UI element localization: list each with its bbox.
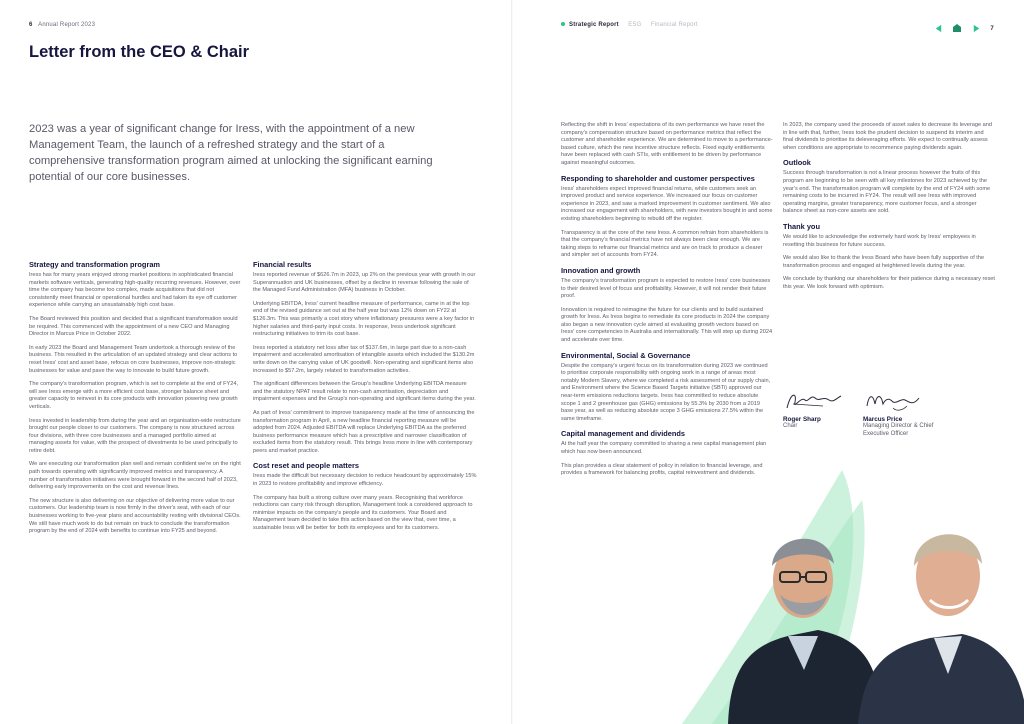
paragraph: We would like to acknowledge the extremely hard work by Iress' employees in resetting this business for future success. <box>783 233 976 248</box>
right-page <box>512 0 1024 724</box>
column-shareholders <box>561 122 773 484</box>
signatory-name: Roger Sharp <box>783 416 821 423</box>
paragraph: Transparency is at the core of the new Iress. A common refrain from shareholders is that the company's financial metrics have not always been clear enough. We are taking steps to reframe our financial metrics and are on track to produce a clearer and simpler set of accounts from FY24. <box>561 229 769 259</box>
paragraph: Reflecting the shift in Iress' expectations of its own performance we have reset the company's compensation structure based on performance metrics that reflect the customer and shareholder experience. We are determined to move to a performance-based culture, which the new incentive structure reflects. Fixed equity entitlements have been replaced with cash STIs, with entitlement to be driven by performance against meaningful outcomes. <box>561 122 773 166</box>
paragraph: We would also like to thank the Iress Board who have been fully supportive of the transformation process and engaged at heightened levels during the year. <box>783 255 985 269</box>
heading-financial-results: Financial results <box>253 260 312 269</box>
heading-responding: Responding to shareholder and customer perspectives <box>561 173 755 183</box>
heading-cost-reset: Cost reset and people matters <box>253 461 359 471</box>
column-financial <box>253 260 477 539</box>
paragraph: This plan provides a clear statement of policy in relation to financial leverage, and provides a framework for balancing profits, capital reinvestment and dividends. <box>561 462 763 477</box>
paragraph: The significant differences between the Group's headline Underlying EBITDA measure and the statutory NPAT result relate to non-cash amortisation, depreciation and impairment expenses and the Group's non-operating and significant items during the year. <box>253 381 476 403</box>
nav-financial-report[interactable]: Financial Report <box>650 22 698 28</box>
report-title: Annual Report 2023 <box>38 22 96 28</box>
heading-thank-you: Thank you <box>783 221 820 231</box>
paragraph: Iress invested in leadership from during the year and an organisation-wide restructure brought our people closer to our customers. The company is now structured across four divisions, with three core businesses and a managed portfolio aimed at managing assets for value, with the prospect of divestments to be used principally to retire debt. <box>29 417 241 454</box>
paragraph: Underlying EBITDA, Iress' current headline measure of performance, came in at the top end of the revised guidance set out at the half year but was 12% down on FY22 at $126.3m. This was primarily a cost story where inflationary pressures were a key factor in higher salaries and third-party input costs. In response, Iress undertook significant restructuring initiatives to trim its cost base. <box>253 300 475 338</box>
heading-esg: Environmental, Social & Governance <box>561 350 691 360</box>
paragraph: In early 2023 the Board and Management Team undertook a thorough review of the business. This resulted in the articulation of an updated strategy and clear actions to reset Iress' cost and asset base, refocus on core businesses, improve non-strategic businesses for value and pave the way to innovate to build future growth. <box>29 344 238 374</box>
right-page-number: 7 <box>990 26 994 32</box>
executives-photo <box>708 470 1024 724</box>
signatory-role: Managing Director & Chief Executive Officer <box>863 423 934 437</box>
page-title: Letter from the CEO & Chair <box>29 43 250 61</box>
paragraph: Success through transformation is not a linear process however the fruits of this program are beginning to be seen with all key milestones for 2023 achieved by the year's end. The transformation program will complete by the end of FY24 with some remaining costs to be incurred in FY24. The result will see Iress with improved operating margins, greater transparency, more customer focus, and a stronger balance sheet as non-core assets are sold. <box>783 170 991 215</box>
paragraph: We are executing our transformation plan well and remain confident we're on the right path towards operating with significantly improved metrics and transparency. A number of transformation initiatives were brought forward in the second half of 2023, delivering early improvements on the cost and revenue lines. <box>29 461 241 491</box>
nav-strategic-report[interactable]: Strategic Report <box>569 22 619 28</box>
signatory-name: Marcus Price <box>863 416 903 423</box>
paragraph: We conclude by thanking our shareholders for their patience during a necessary reset this year. We look forward with optimism. <box>783 276 995 290</box>
heading-strategy: Strategy and transformation program <box>29 260 160 269</box>
paragraph: The company's transformation program, which is set to complete at the end of FY24, will see Iress emerge with a more efficient cost base, stronger balance sheet and greater capacity to reinvest in its core products with innovation powering new growth verticals. <box>29 381 239 410</box>
paragraph: Iress has for many years enjoyed strong market positions in sophisticated financial markets software verticals, generating high-quality recurring revenues. However, over time the company has become too complex, made acquisitions that did not consistently meet financial or operational hurdles and had taken its eye off customer experience while carrying an unsustainably high cost base. <box>29 272 241 309</box>
left-page-number: 6 <box>29 22 33 28</box>
signatory-role: Chair <box>783 423 798 429</box>
paragraph: Iress made the difficult but necessary decision to reduce headcount by approximately 15% in 2023 to restore profitability and improve efficiency. <box>253 473 477 488</box>
paragraph: In 2023, the company used the proceeds of asset sales to decrease its leverage and in line with that, further, Iress took the prudent decision to suspend its interim and final dividends to prioritise its deleveraging efforts. We expect to continually assess when conditions are appropriate to recommence paying dividends again. <box>783 122 992 151</box>
heading-outlook: Outlook <box>783 158 811 168</box>
nav-esg[interactable]: ESG <box>628 22 642 28</box>
signature-roger-sharp <box>783 388 843 414</box>
signatory-ceo <box>863 388 953 438</box>
signatory-chair <box>783 388 843 431</box>
lead-paragraph: 2023 was a year of significant change for Iress, with the appointment of a new Management Team, the launch of a refreshed strategy and the start of a comprehensive transformation program aimed at unlocking the significant earning potential of our core businesses. <box>29 123 433 183</box>
paragraph: At the half year the company committed to sharing a new capital management plan which has now been announced. <box>561 441 767 455</box>
paragraph: The Board reviewed this position and decided that a significant transformation would be required. This commenced with the appointment of a new CEO and Managing Director in Marcus Price in October 2022. <box>29 315 238 338</box>
heading-capital-management: Capital management and dividends <box>561 429 686 439</box>
heading-innovation: Innovation and growth <box>561 265 641 275</box>
left-header <box>29 22 95 28</box>
signature-marcus-price <box>863 388 923 414</box>
paragraph: The new structure is also delivering on our objective of delivering more value to our customers. Our leadership team is now firmly in the driver's seat, with each of our businesses working to five-year plans and accountability resting with divisional CEOs. We still have much work to do but remain on track to conclude the transformation program by the end of 2024 with benefits to continue into FY25 and beyond. <box>29 497 241 535</box>
column-outlook <box>783 122 995 298</box>
paragraph: Innovation is required to reimagine the future for our clients and to build sustained growth for Iress. As Iress begins to remediate its core products in 2024 the company also began a new innovation cycle aimed at evaluating growth vectors based on Iress' core competencies in Australia and internationally. This will step up during 2024 and accelerate over time. <box>561 306 773 344</box>
paragraph: The company's transformation program is expected to restore Iress' core businesses to their desired level of focus and profitability. However, it will not render their future proof. <box>561 277 771 300</box>
paragraph: As part of Iress' commitment to improve transparency made at the time of announcing the transformation program in April, a new headline financial reporting measure will be adopted from 2024. Adjusted EBITDA will replace Underlying EBITDA as the preferred business performance measure which has a prescriptive and narrower classification of excluded items from the statutory result. This brings Iress more in line with contemporary peers and market practice. <box>253 409 475 454</box>
paragraph: The company has built a strong culture over many years. Recognising that workforce reductions can carry risk through disruption, Management took a considered approach to minimise impacts on the company's people and its customers. Your Board and Management team decided to take this action based on the view that, over time, a sustainable Iress will be better for both its employees and for its customers. <box>253 494 473 532</box>
paragraph: Iress reported a statutory net loss after tax of $137.6m, in large part due to a non-cash impairment and accelerated amortisation of intangible assets which included the $130.2m write down on the carrying value of UK goodwill. Non-operating and significant items also increased to $57.2m, largely related to transformation activities. <box>253 344 475 374</box>
column-strategy <box>29 260 241 542</box>
paragraph: Iress reported revenue of $626.7m in 2023, up 2% on the previous year with growth in our Superannuation and UK businesses, offset by a decline in revenue following the sale of the Managed Fund Administration (MFA) business in October. <box>253 272 476 294</box>
paragraph: Iress' shareholders expect improved financial returns, while customers seek an improved product and service experience. We increased our focus on customer experience in 2023, and saw a marked improvement in customer sentiment. We also increased our engagement with shareholders, with new investors bought in and some existing shareholders beginning to rebuild off the register. <box>561 185 773 222</box>
paragraph: Despite the company's urgent focus on its transformation during 2023 we continued to prioritise corporate responsibility with ongoing work in a range of areas most notably Modern Slavery, where we completed a risk assessment of our supply chain, and Environment where the Science Based Targets initiative (SBTi) approved our near-term emissions reductions targets. Iress has committed to reduce absolute scope 1 and 2 greenhouse gas (GHG) emissions by 55.3% by 2030 from a 2019 base year, as well as reducing absolute scope 3 GHG emissions 27.5% within the same timeframe. <box>561 362 771 422</box>
